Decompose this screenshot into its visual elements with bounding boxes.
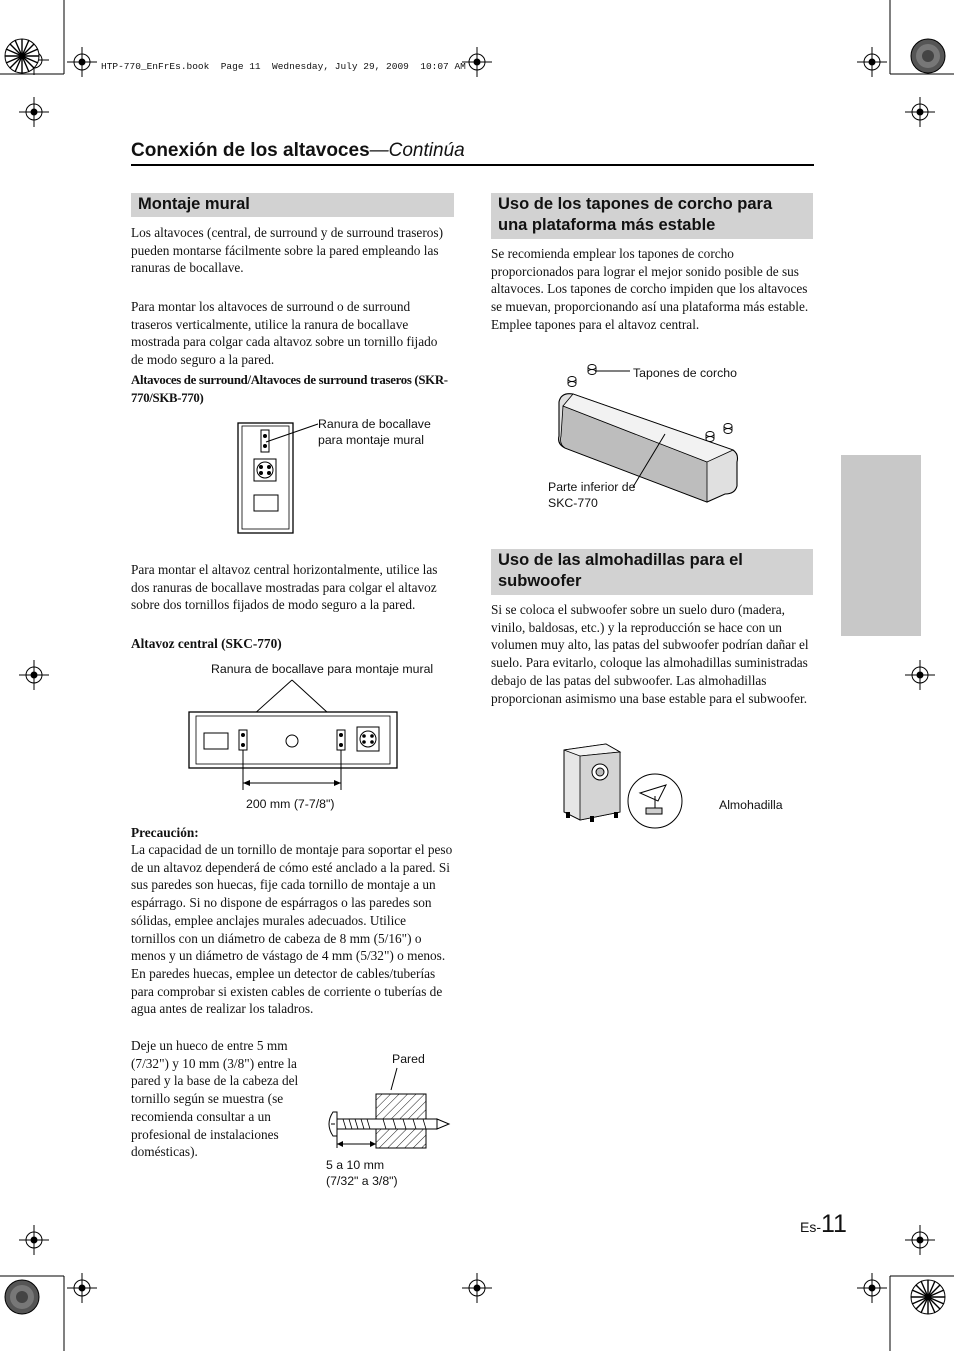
subwoofer-pad-diagram <box>558 740 688 830</box>
registration-mark-icon <box>857 1273 887 1303</box>
pads-text: Si se coloca el subwoofer sobre un suelo duro (madera, vinilo, baldosas, etc.) y la reproducción se hace con un volumen muy alto, las patas del subwoofer podrían dañar el suelo. Para evitarlo, coloque las almohadillas suministradas debajo de las patas del subwoofer. Las almohadillas proporcionan asimismo una base estable para el subwoofer. <box>491 602 809 706</box>
gap-dimension-label: 5 a 10 mm (7/32" a 3/8") <box>326 1158 398 1188</box>
caution-title: Precaución: <box>131 825 199 840</box>
section-heading-cork: Uso de los tapones de corcho para una plataforma más estable <box>491 193 813 239</box>
keyhole-callout-center: Ranura de bocallave para montaje mural <box>211 662 434 676</box>
caution-gap-text: Deje un hueco de entre 5 mm (7/32") y 10 mm (3/8") entre la pared y la base de la cabeza del tornillo según se muestra (se recomienda consultar a un profesional de instalaciones domésticas). <box>131 1038 299 1160</box>
color-target-icon <box>910 38 946 74</box>
wall-label: Pared <box>392 1052 425 1066</box>
center-speaker-diagram <box>187 678 407 808</box>
registration-mark-icon <box>19 660 49 690</box>
color-target-icon <box>910 1279 946 1315</box>
registration-mark-icon <box>905 97 935 127</box>
registration-mark-icon <box>462 47 492 77</box>
registration-mark-icon <box>462 1273 492 1303</box>
color-target-icon <box>4 38 40 74</box>
registration-mark-icon <box>857 47 887 77</box>
page-number <box>800 1210 847 1239</box>
callout-leader <box>262 420 322 450</box>
header-rule <box>131 164 814 166</box>
registration-mark-icon <box>905 660 935 690</box>
print-info: HTP-770_EnFrEs.book Page 11 Wednesday, July 29, 2009 10:07 AM <box>101 61 466 72</box>
page-title: Conexión de los altavoces <box>131 140 370 161</box>
page-num: 11 <box>821 1210 847 1238</box>
center-dimension-label: 200 mm (7-7/8") <box>246 797 335 811</box>
section-heading-pads: Uso de las almohadillas para el subwoofer <box>491 549 813 595</box>
caution-text: La capacidad de un tornillo de montaje para soportar el peso de un altavoz dependerá de cómo esté anclado a la pared. Si sus paredes son huecas, fije cada tornillo de montaje a un espárrago. Si no dispone de espárragos o las paredes son sólidas, emplee anclajes murales adecuados. Utilice tornillos con un diámetro de cabeza de 8 mm (5/16") o menos y un diámetro de vástago de 4 mm (5/32") o menos. En paredes huecas, emplee un detector de cables/tuberías para comprobar si existen cables de corriente o tuberías de agua antes de realizar los taladros. <box>131 842 453 1017</box>
section-heading-wall-mount: Montaje mural <box>131 193 454 217</box>
wall-mount-center-text: Para montar el altavoz central horizontalmente, utilice las dos ranuras de bocallave mostradas para colgar el altavoz sobre dos tornillos fijados de modo seguro a la pared. <box>131 562 438 613</box>
cork-caps-callout: Tapones de corcho <box>633 366 737 380</box>
surround-label: Altavoces de surround/Altavoces de surround traseros (SKR-770/SKB-770) <box>131 373 448 405</box>
page-title-continued: —Continúa <box>369 140 465 161</box>
registration-mark-icon <box>67 1273 97 1303</box>
wall-mount-intro: Los altavoces (central, de surround y de surround traseros) pueden montarse fácilmente sobre la pared empleando las ranuras de bocallave. <box>131 225 444 276</box>
cork-text: Se recomienda emplear los tapones de corcho proporcionados para lograr el mejor sonido posible de sus altavoces. Los tapones de corcho impiden que los altavoces se muevan, proporcionando así una plataforma más estable. Emplee tapones para el altavoz central. <box>491 246 809 332</box>
registration-mark-icon <box>905 1225 935 1255</box>
side-tab <box>841 455 921 636</box>
page-prefix: Es- <box>800 1219 821 1235</box>
registration-mark-icon <box>67 47 97 77</box>
pad-callout: Almohadilla <box>719 798 783 812</box>
registration-mark-icon <box>19 97 49 127</box>
wall-mount-surround-text: Para montar los altavoces de surround o de surround traseros verticalmente, utilice la ranura de bocallave mostrada para colgar cada altavoz sobre un tornillo fijado de modo seguro a la pared. <box>131 299 438 368</box>
skc-bottom-callout: Parte inferior de SKC-770 <box>548 480 636 510</box>
color-target-icon <box>4 1279 40 1315</box>
center-label: Altavoz central (SKC-770) <box>131 636 282 651</box>
page-header <box>131 140 465 162</box>
screw-wall-diagram <box>323 1068 453 1148</box>
keyhole-callout: Ranura de bocallave para montaje mural <box>318 417 431 447</box>
registration-mark-icon <box>19 1225 49 1255</box>
